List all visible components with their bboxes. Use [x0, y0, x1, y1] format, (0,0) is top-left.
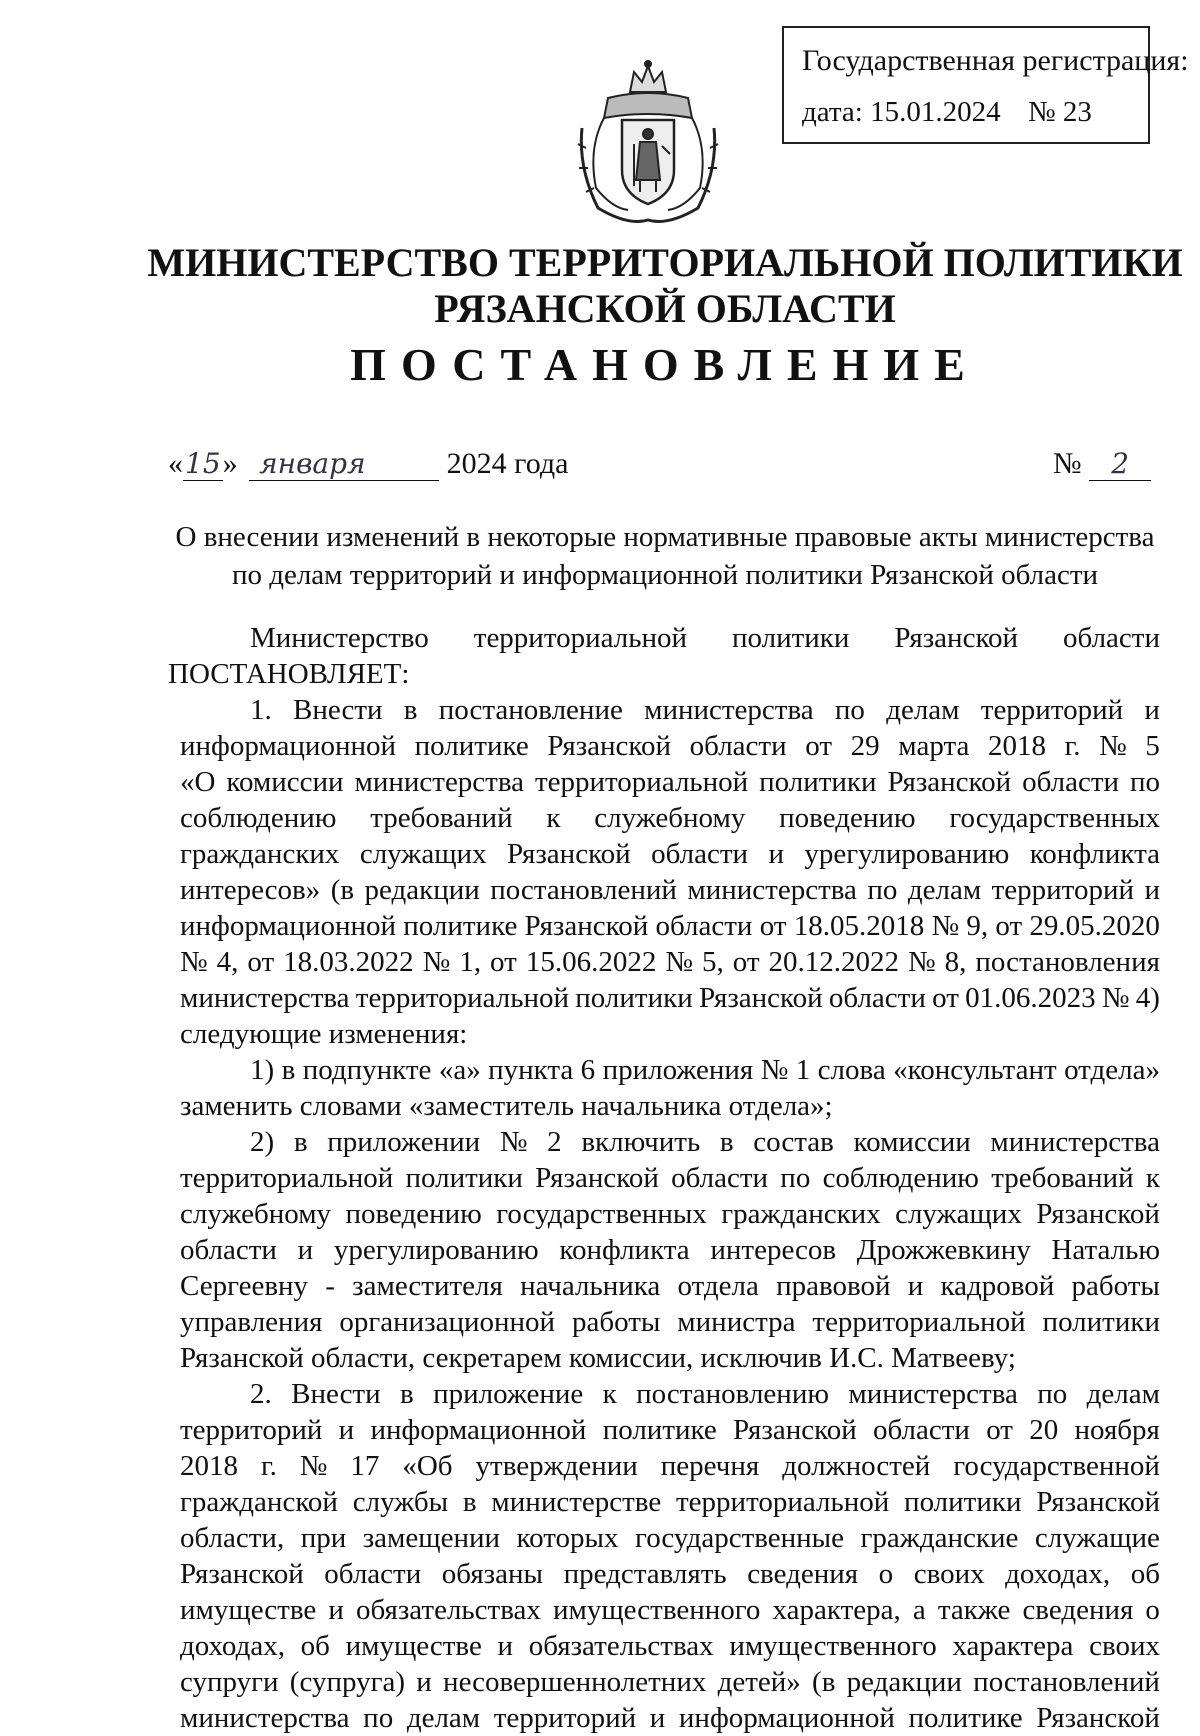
body-word: 1,: [459, 946, 482, 978]
body-word: 1.: [250, 694, 272, 726]
body-word: поведению: [345, 1198, 482, 1230]
body-word: комиссии: [853, 1126, 971, 1158]
body-word: политике: [908, 1702, 1023, 1734]
body-word: области: [655, 910, 753, 942]
body-word: №: [760, 1054, 789, 1086]
body-word: и: [768, 838, 784, 870]
body-word: области,: [180, 1522, 285, 1554]
body-word: по: [1037, 1378, 1068, 1410]
body-line: [180, 1664, 1160, 1700]
body-word: гражданские: [860, 1522, 1019, 1554]
body-word: области: [651, 838, 749, 870]
body-word: в: [719, 1126, 734, 1158]
body-word: требований: [991, 1162, 1134, 1194]
body-word: от: [732, 946, 760, 978]
body-word: служебному: [180, 1198, 332, 1230]
body-word: соблюдению: [180, 802, 337, 834]
body-word: №: [299, 1450, 328, 1482]
body-word: «консультант: [893, 1054, 1057, 1086]
body-line: [180, 1448, 1160, 1484]
body-word: политики: [575, 982, 693, 1014]
body-line-text: ПОСТАНОВЛЯЕТ:: [168, 658, 410, 690]
body-word: перечня: [660, 1450, 760, 1482]
body-word: по: [1129, 766, 1160, 798]
body-word: о: [1145, 1594, 1160, 1626]
body-line: [180, 1196, 1160, 1232]
body-line: [180, 1376, 1160, 1412]
body-word: №: [931, 910, 960, 942]
body-word: Рязанской: [887, 766, 1012, 798]
registration-number: № 23: [1028, 96, 1092, 128]
body-word: слова: [817, 1054, 886, 1086]
body-word: государственной: [953, 1450, 1160, 1482]
body-word: №: [422, 946, 451, 978]
body-word: должностей: [782, 1450, 931, 1482]
body-word: 01.06.2023: [965, 982, 1096, 1014]
body-word: отдела: [677, 1270, 759, 1302]
body-word: требований: [370, 802, 513, 834]
body-line: [180, 1088, 1160, 1124]
body-word: и: [297, 1234, 314, 1266]
body-word: представлять: [563, 1558, 727, 1590]
body-word: сведения: [1022, 1594, 1134, 1626]
body-word: №: [907, 946, 936, 978]
body-word: 2018: [987, 730, 1046, 762]
body-word: комиссии: [226, 766, 344, 798]
body-word: от: [986, 1414, 1013, 1446]
body-word: в: [281, 1054, 296, 1086]
body-word: области: [689, 730, 787, 762]
body-word: гражданских: [180, 838, 340, 870]
body-word: информационной: [180, 910, 397, 942]
body-word: политики: [731, 622, 850, 654]
body-word: 2.: [250, 1378, 272, 1410]
body-word: 1): [250, 1054, 275, 1086]
body-word: Дрожжевкину: [856, 1234, 1031, 1266]
body-word: территорий: [980, 694, 1124, 726]
body-word: от: [490, 946, 517, 978]
body-word: конфликта: [559, 1234, 690, 1266]
body-line-text: заменить словами «заместитель начальника отдела»;: [180, 1090, 833, 1122]
body-line: [180, 728, 1160, 764]
document-type: ПОСТАНОВЛЕНИЕ: [350, 339, 980, 390]
body-word: информационной: [370, 1414, 587, 1446]
body-word: утверждении: [475, 1450, 638, 1482]
body-word: от: [759, 910, 787, 942]
body-word: которых: [516, 1522, 619, 1554]
body-word: сведения: [747, 1558, 859, 1590]
body-line: [180, 836, 1160, 872]
body-line: [180, 1628, 1160, 1664]
body-word: заместителя: [352, 1270, 503, 1302]
body-word: 4): [1135, 982, 1160, 1014]
body-word: 15.06.2022: [525, 946, 657, 978]
body-word: №: [180, 946, 208, 978]
body-word: характера,: [772, 1594, 901, 1626]
body-word: в: [293, 1126, 308, 1158]
body-line: [180, 980, 1160, 1016]
body-word: по: [834, 694, 865, 726]
body-word: своих: [913, 1558, 985, 1590]
body-word: в: [403, 694, 418, 726]
body-word: информационной: [180, 730, 397, 762]
body-word: территориальной: [534, 766, 749, 798]
body-word: включить: [581, 1126, 701, 1158]
body-line: [180, 908, 1160, 944]
body-word: доходах,: [180, 1630, 285, 1662]
body-line: [180, 1124, 1160, 1160]
body-word: политике: [403, 910, 518, 942]
body-word: Рязанской: [1036, 1702, 1160, 1734]
body-word: министра: [677, 1306, 796, 1338]
decree-number: [1053, 447, 1151, 481]
body-word: Рязанской: [547, 730, 672, 762]
body-word: №: [665, 946, 693, 978]
body-word: постановления: [975, 946, 1160, 978]
registration-title: Государственная регистрация:: [802, 44, 1189, 77]
body-word: отдела»: [1064, 1054, 1160, 1086]
body-line: [180, 1304, 1160, 1340]
body-word: области: [671, 1162, 769, 1194]
body-word: имуществе: [180, 1594, 317, 1626]
body-word: управления: [180, 1306, 323, 1338]
body-word: Рязанской: [894, 622, 1019, 654]
handwritten-number: 2: [1089, 447, 1151, 481]
body-word: по: [867, 874, 898, 906]
body-word: политики: [405, 1162, 523, 1194]
body-word: 20.12.2022: [768, 946, 899, 978]
body-word: области: [324, 1558, 422, 1590]
body-word: также: [937, 1594, 1011, 1626]
body-word: обязательствах: [355, 1594, 541, 1626]
body-word: Рязанской: [506, 838, 631, 870]
body-word: имуществе: [345, 1630, 482, 1662]
body-word: делам: [406, 1702, 481, 1734]
body-word: (в: [330, 874, 355, 906]
body-word: государственных: [496, 1198, 707, 1230]
body-word: обязаны: [441, 1558, 543, 1590]
body-word: приложении: [327, 1126, 481, 1158]
body-word: и: [907, 1270, 924, 1302]
body-word: 2): [250, 1126, 275, 1158]
body-word: и: [649, 1702, 666, 1734]
body-line: [180, 1484, 1160, 1520]
body-word: обязательствах: [528, 1630, 714, 1662]
body-word: политике: [414, 730, 529, 762]
body-word: приложение: [433, 1378, 584, 1410]
body-line: [168, 656, 1160, 692]
body-word: организационной: [339, 1306, 556, 1338]
body-line: [180, 872, 1160, 908]
decree-date: «15» января 2024 года: [168, 447, 569, 480]
body-word: области: [872, 1414, 970, 1446]
body-word: несовершеннолетних: [443, 1666, 707, 1698]
body-word: редакции: [364, 874, 480, 906]
body-line: [180, 800, 1160, 836]
body-word: детей»: [717, 1666, 801, 1698]
body-word: Сергеевну: [180, 1270, 309, 1302]
body-word: об: [300, 1630, 330, 1662]
body-word: служащие: [1034, 1522, 1160, 1554]
body-word: о: [878, 1558, 894, 1590]
body-word: территориальной: [812, 1306, 1026, 1338]
body-word: «Об: [402, 1450, 453, 1482]
body-word: от: [995, 910, 1023, 942]
body-word: территорий: [180, 1414, 323, 1446]
body-word: подпункте: [302, 1054, 432, 1086]
body-word: а: [912, 1594, 926, 1626]
body-word: и: [416, 1666, 432, 1698]
body-word: марта: [898, 730, 970, 762]
body-word: министерства: [644, 694, 814, 726]
body-word: приложения: [602, 1054, 754, 1086]
body-word: постановлений: [490, 874, 677, 906]
body-word: Министерство: [250, 622, 429, 654]
body-word: работы: [1071, 1270, 1160, 1302]
body-word: Рязанской: [1036, 1486, 1160, 1518]
body-word: (в: [812, 1666, 836, 1698]
body-word: 5,: [701, 946, 724, 978]
decree-number-label: №: [1053, 447, 1082, 480]
body-word: министерства: [180, 982, 350, 1014]
body-word: от: [932, 982, 959, 1014]
body-word: 6: [580, 1054, 596, 1086]
body-word: 4,: [216, 946, 239, 978]
body-word: 9,: [966, 910, 989, 942]
body-word: служебному: [594, 802, 746, 834]
body-line: [180, 1592, 1160, 1628]
body-word: имущественного: [552, 1594, 761, 1626]
body-word: политики: [904, 1486, 1022, 1518]
body-word: к: [602, 1378, 617, 1410]
body-word: конфликта: [1029, 838, 1160, 870]
body-word: №: [499, 1126, 528, 1158]
body-word: территорий: [493, 1702, 637, 1734]
body-word: ноября: [1074, 1414, 1160, 1446]
body-line: [180, 1556, 1160, 1592]
body-word: урегулированию: [333, 1234, 539, 1266]
body-word: делам: [907, 874, 982, 906]
body-word: территорий: [991, 874, 1135, 906]
body-word: Наталью: [1051, 1234, 1160, 1266]
body-word: области: [180, 1234, 277, 1266]
body-word: урегулированию: [804, 838, 1010, 870]
body-word: территориальной: [676, 1486, 890, 1518]
body-word: супруги: [180, 1666, 279, 1698]
body-word: Рязанской: [733, 1414, 857, 1446]
body-word: №: [1101, 982, 1130, 1014]
body-word: правовой: [776, 1270, 891, 1302]
body-line: [180, 944, 1160, 980]
body-word: к: [546, 802, 561, 834]
body-word: министерства: [687, 874, 857, 906]
body-word: постановлений: [973, 1666, 1160, 1698]
body-word: политики: [759, 766, 877, 798]
body-word: и: [1144, 694, 1160, 726]
body-word: «а»: [438, 1054, 481, 1086]
body-word: г.: [1064, 730, 1081, 762]
body-word: по: [363, 1702, 394, 1734]
body-word: 20: [1029, 1414, 1059, 1446]
body-word: постановление: [438, 694, 623, 726]
body-line: [180, 1412, 1160, 1448]
body-line-text: Рязанской области, секретарем комиссии, исключив И.С. Матвееву;: [180, 1342, 1016, 1374]
body-word: Внести: [291, 1378, 381, 1410]
handwritten-day: 15: [185, 447, 221, 480]
body-word: работы: [571, 1306, 661, 1338]
body-word: и: [497, 1630, 514, 1662]
body-word: области: [1063, 622, 1160, 654]
body-word: гражданских: [721, 1198, 881, 1230]
body-word: к: [1145, 1162, 1160, 1194]
body-line-text: следующие изменения:: [180, 1018, 468, 1050]
body-word: 2018: [180, 1450, 238, 1482]
body-word: своих: [1089, 1630, 1160, 1662]
body-word: государственные: [635, 1522, 845, 1554]
decree-subject: [160, 518, 1170, 594]
body-word: «О: [180, 766, 216, 798]
body-line: [180, 692, 1160, 728]
handwritten-month: января: [249, 447, 439, 481]
body-word: редакции: [846, 1666, 962, 1698]
ministry-line-2: РЯЗАНСКОЙ ОБЛАСТИ: [434, 286, 896, 331]
body-word: 5: [1145, 730, 1160, 762]
body-word: 18.05.2018: [793, 910, 925, 942]
body-line: [180, 1340, 1160, 1376]
body-line: [180, 1520, 1160, 1556]
body-word: политике: [602, 1414, 717, 1446]
body-word: состав: [753, 1126, 834, 1158]
body-word: области: [828, 982, 926, 1014]
body-word: государственных: [949, 802, 1160, 834]
body-word: об: [1130, 1558, 1160, 1590]
body-line: [180, 764, 1160, 800]
body-word: интересов»: [180, 874, 321, 906]
body-line: [180, 1700, 1160, 1736]
body-word: 29: [850, 730, 880, 762]
body-word: от: [805, 730, 833, 762]
body-word: территориальной: [180, 1162, 394, 1194]
body-word: делам: [1086, 1378, 1160, 1410]
body-line: [180, 1016, 1160, 1052]
body-word: при: [300, 1522, 347, 1554]
subject-line-2: по делам территорий и информационной политики Рязанской области: [231, 559, 1099, 591]
subject-line-1: О внесении изменений в некоторые нормативные правовые акты министерства: [175, 521, 1155, 553]
body-word: министерства: [990, 1126, 1160, 1158]
body-word: доходах,: [1005, 1558, 1111, 1590]
body-line: [180, 1232, 1160, 1268]
body-word: министерства: [848, 1378, 1018, 1410]
body-word: и: [338, 1414, 355, 1446]
body-word: службы: [352, 1486, 449, 1518]
body-word: служащих: [895, 1198, 1022, 1230]
body-word: министерства: [180, 1702, 350, 1734]
body-word: в: [400, 1378, 414, 1410]
body-word: 2: [547, 1126, 562, 1158]
body-line: [180, 1268, 1160, 1304]
body-word: 8,: [944, 946, 967, 978]
body-word: в: [462, 1486, 477, 1518]
body-line: [180, 1160, 1160, 1196]
body-word: кадровой: [940, 1270, 1055, 1302]
ministry-line-1: МИНИСТЕРСТВО ТЕРРИТОРИАЛЬНОЙ ПОЛИТИКИ: [147, 240, 1183, 285]
body-word: территориальной: [355, 982, 570, 1014]
body-word: 29.05.2020: [1029, 910, 1160, 942]
body-word: и: [1144, 874, 1160, 906]
body-word: гражданской: [180, 1486, 338, 1518]
body-word: Рязанской: [180, 1558, 304, 1590]
body-word: начальника: [520, 1270, 661, 1302]
body-word: Рязанской: [535, 1162, 659, 1194]
ministry-name: [0, 240, 1200, 332]
registration-stamp: [782, 26, 1189, 144]
body-word: 17: [350, 1450, 380, 1482]
body-word: от: [247, 946, 275, 978]
body-word: постановлению: [636, 1378, 829, 1410]
body-word: (супруга): [289, 1666, 406, 1698]
decree-year: 2024 года: [446, 447, 569, 480]
body-word: министерства: [354, 766, 525, 798]
decree-body: [168, 620, 1160, 1736]
body-word: информационной: [678, 1702, 895, 1734]
body-word: имущественного: [729, 1630, 937, 1662]
body-word: 1: [795, 1054, 811, 1086]
body-word: соблюдению: [822, 1162, 979, 1194]
body-word: делам: [886, 694, 960, 726]
body-word: Внести: [293, 694, 383, 726]
body-word: Рязанской: [524, 910, 649, 942]
body-word: политики: [1042, 1306, 1160, 1338]
body-word: Рязанской: [1036, 1198, 1160, 1230]
body-word: поведению: [779, 802, 916, 834]
body-word: по: [780, 1162, 811, 1194]
body-word: -: [325, 1270, 335, 1302]
body-word: и: [328, 1594, 344, 1626]
body-word: служащих: [359, 838, 487, 870]
body-word: характера: [952, 1630, 1074, 1662]
registration-date: дата: 15.01.2024: [802, 96, 1001, 128]
body-word: интересов: [710, 1234, 837, 1266]
body-word: территориальной: [473, 622, 688, 654]
body-word: пункта: [488, 1054, 574, 1086]
body-word: замещении: [362, 1522, 501, 1554]
ryazan-coat-of-arms-icon: [568, 58, 728, 226]
body-word: г.: [260, 1450, 277, 1482]
body-word: Рязанской: [698, 982, 823, 1014]
body-word: 18.03.2022: [283, 946, 414, 978]
body-word: области: [1022, 766, 1120, 798]
body-word: №: [1099, 730, 1127, 762]
body-line: [180, 620, 1160, 656]
body-word: министерстве: [491, 1486, 662, 1518]
body-line: [180, 1052, 1160, 1088]
